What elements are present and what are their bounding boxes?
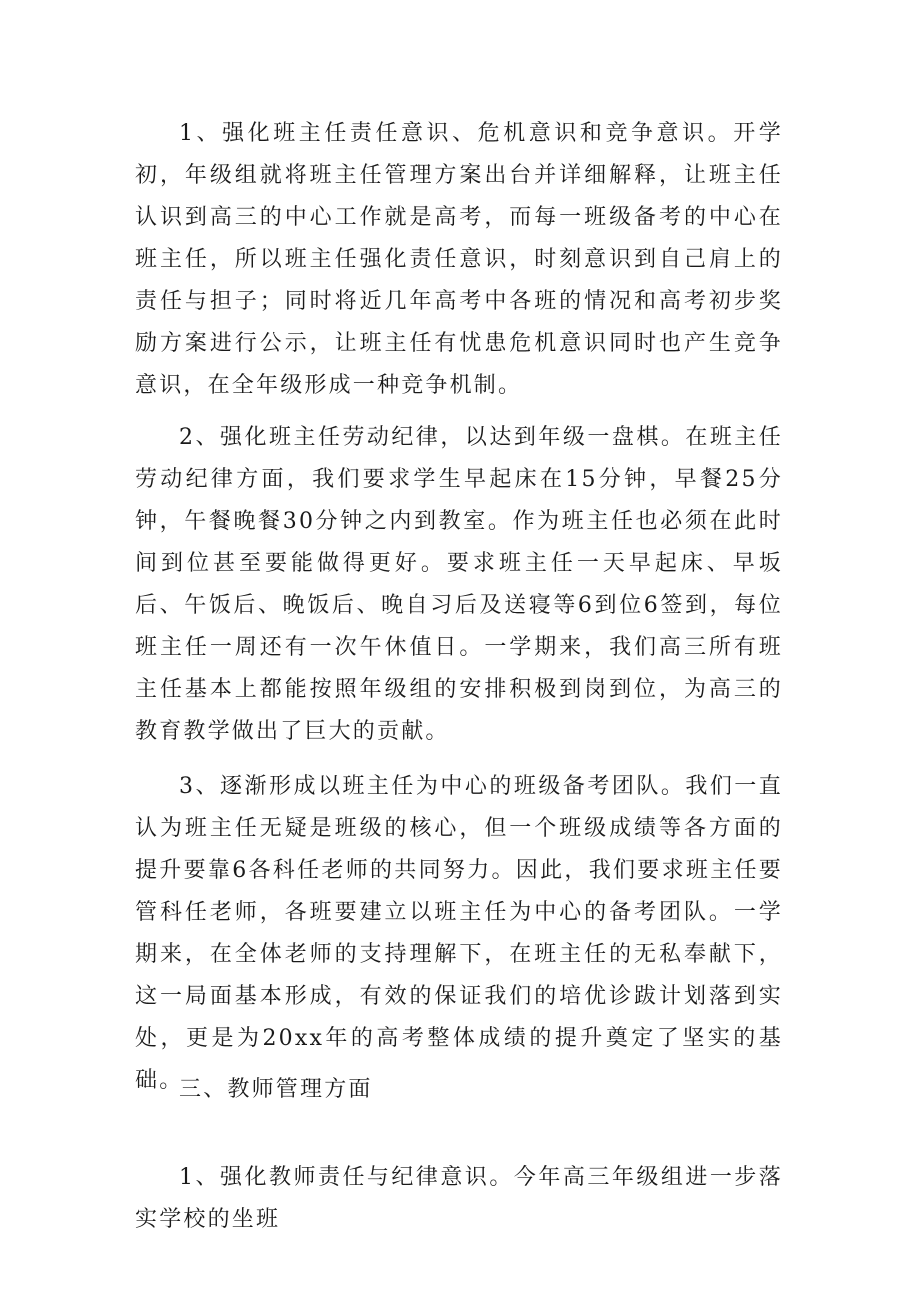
section-heading: 三、教师管理方面 (179, 1077, 373, 1102)
paragraph-2: 2、强化班主任劳动纪律，以达到年级一盘棋。在班主任劳动纪律方面，我们要求学生早起床在15分钟，早餐25分钟，午餐晚餐30分钟之内到教室。作为班主任也必须在此时间到位甚至要能做得更好。要求班主任一天早起床、早坂后、午饭后、晚饭后、晚自习后及送寝等6到位6签到，每位班主任一周还有一次午休值日。一学期来，我们高三所有班主任基本上都能按照年级组的安排积极到岗到位，为高三的教育教学做出了巨大的贡献。 (135, 425, 783, 744)
paragraph-1: 1、强化班主任责任意识、危机意识和竞争意识。开学初，年级组就将班主任管理方案出台并详细解释，让班主任认识到高三的中心工作就是高考，而每一班级备考的中心在班主任，所以班主任强化责任意识，时刻意识到自己肩上的责任与担子；同时将近几年高考中各班的情况和高考初步奖励方案进行公示，让班主任有忧患危机意识同时也产生竞争意识，在全年级形成一种竞争机制。 (135, 121, 783, 398)
paragraph-4: 1、强化教师责任与纪律意识。今年高三年级组进一步落实学校的坐班 (135, 1165, 783, 1232)
paragraph-3: 3、逐渐形成以班主任为中心的班级备考团队。我们一直认为班主任无疑是班级的核心，但一个班级成绩等各方面的提升要靠6各科任老师的共同努力。因此，我们要求班主任要管科任老师，各班要建立以班主任为中心的备考团队。一学期来，在全体老师的支持理解下，在班主任的无私奉献下，这一局面基本形成，有效的保证我们的培优诊跋计划落到实处，更是为20xx年的高考整体成绩的提升奠定了坚实的基础。 (135, 774, 783, 1093)
